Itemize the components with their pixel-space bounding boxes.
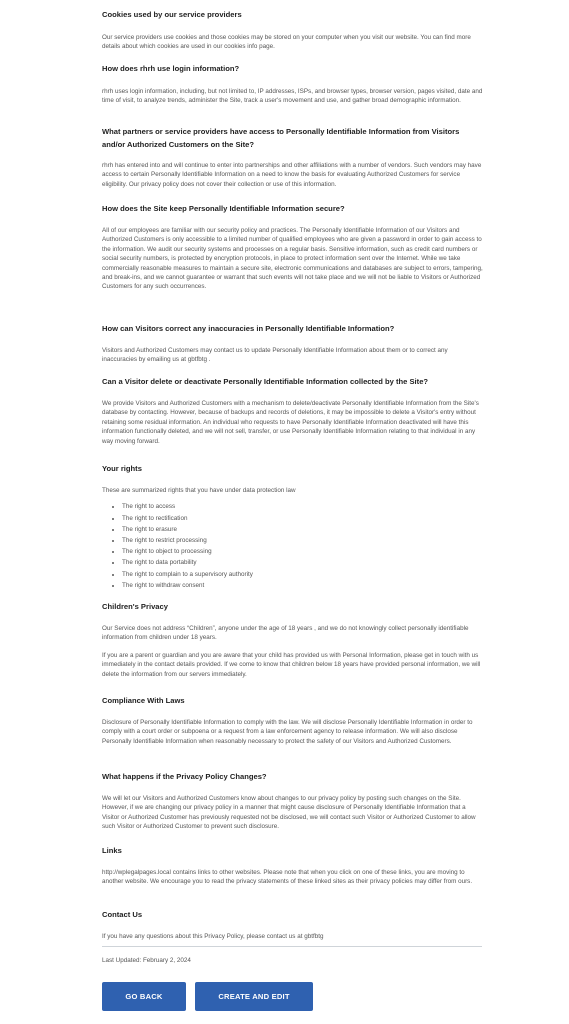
last-updated-text: Last Updated: February 2, 2024: [102, 957, 191, 964]
section-delete-deactivate: [102, 377, 484, 446]
list-item: • The right to data portability: [122, 557, 484, 568]
section-paragraph: Our Service does not address “Children”, anyone under the age of 18 years , and we do not knowingly collect personally identifiable information from children under 18 years.: [102, 625, 469, 642]
section-paragraph: We provide Visitors and Authorized Customers with a mechanism to delete/deactivate Personally Identifiable Information from the Site's database by contacting. However, because of backups and records of deletions, it may be impossible to delete a Visitor's entry without retaining some residual information. An individual who requests to have Personally Identifiable Information deactivated will have this information functionally deleted, and we will not sell, transfer, or use Personally Identifiable Information relating to that individual in any way moving forward.: [102, 400, 479, 445]
section-heading: How does the Site keep Personally Identifiable Information secure?: [102, 204, 345, 213]
section-your-rights: [102, 464, 484, 591]
section-heading: Contact Us: [102, 910, 143, 919]
section-heading: Children's Privacy: [102, 602, 168, 611]
list-item: • The right to restrict processing: [122, 535, 484, 546]
section-childrens-privacy: [102, 602, 484, 679]
section-heading: Can a Visitor delete or deactivate Personally Identifiable Information collected by the Site?: [102, 377, 429, 386]
section-security: [102, 204, 484, 292]
section-heading: What partners or service providers have access to Personally Identifiable Information from Visitors and/or Authorized Customers on the Site?: [102, 127, 460, 149]
list-item: • The right to erasure: [122, 524, 484, 535]
section-paragraph: If you are a parent or guardian and you are aware that your child has provided us with Personal Information, please get in touch with us immediately in the contact details provided. If we come to know that children below 18 years have provided personal information, we will delete the information from our servers immediately.: [102, 651, 481, 678]
list-item: • The right to object to processing: [122, 546, 484, 557]
section-policy-changes: [102, 772, 484, 832]
section-paragraph: If you have any questions about this Privacy Policy, please contact us at gbtfbtg: [102, 933, 324, 940]
section-heading: Cookies used by our service providers: [102, 10, 242, 19]
create-and-edit-button[interactable]: CREATE AND EDIT: [195, 982, 313, 1011]
section-partners-access: [102, 126, 484, 189]
section-paragraph: Disclosure of Personally Identifiable Information to comply with the law. We will disclose Personally Identifiable Information in order to comply with a court order or subpoena or a request from a law enforcement agency to release information. We will also disclose Personally Identifiable Information when reasonably necessary to protect the safety of our Visitors and Authorized Customers.: [102, 719, 473, 745]
section-cookies-providers: [102, 10, 484, 52]
list-item: • The right to rectification: [122, 513, 484, 524]
footer-divider: [102, 946, 482, 947]
section-heading: How does rhrh use login information?: [102, 64, 240, 73]
section-paragraph: All of our employees are familiar with our security policy and practices. The Personally Identifiable Information of our Visitors and Authorized Customers is only accessible to a limited number of qualified employees who are given a password in order to gain access to the information. We audit our security systems and processes on a regular basis. Sensitive information, such as credit card numbers or social security numbers, is protected by encryption protocols, in place to protect information sent over the Internet. While we take commercially reasonable measures to maintain a secure site, electronic communications and databases are subject to errors, tampering, and break-ins, and we cannot guarantee or warrant that such events will not take place and we will not be liable to Visitors or Authorized Customers for any such occurrences.: [102, 227, 483, 291]
list-item: • The right to access: [122, 501, 484, 512]
section-paragraph: Visitors and Authorized Customers may contact us to update Personally Identifiable Information about them or to correct any inaccuracies by emailing us at gbtfbtg .: [102, 347, 448, 364]
section-heading: What happens if the Privacy Policy Changes?: [102, 772, 267, 781]
section-paragraph: rhrh uses login information, including, but not limited to, IP addresses, ISPs, and browser types, browser version, pages visited, date and time of visit, to analyze trends, administer the Site, track a user's movement and use, and gather broad demographic information.: [102, 88, 483, 105]
section-compliance-laws: [102, 696, 484, 746]
list-item: • The right to complain to a supervisory authority: [122, 569, 484, 580]
section-heading: Your rights: [102, 464, 142, 473]
section-heading: Compliance With Laws: [102, 696, 185, 705]
section-contact-us: [102, 910, 484, 941]
section-paragraph: http://wplegalpages.local contains links to other websites. Please note that when you click on one of these links, you are moving to another website. We encourage you to read the privacy statements of these linked sites as their privacy policies may differ from ours.: [102, 869, 473, 886]
section-paragraph: Our service providers use cookies and those cookies may be stored on your computer when you visit our website. You can find more details about which cookies are used in our cookies info page.: [102, 34, 471, 51]
section-paragraph: We will let our Visitors and Authorized Customers know about changes to our privacy policy by posting such changes on the Site. However, if we are changing our privacy policy in a manner that might cause disclosure of Personally Identifiable Information that a Visitor or Authorized Customer has previously requested not be disclosed, we will contact such Visitor or Authorized Customer to allow such Visitor or Authorized Customer to prevent such disclosure.: [102, 795, 476, 831]
list-item: • The right to withdraw consent: [122, 580, 484, 591]
section-login-info: [102, 64, 484, 106]
rights-list: [102, 501, 484, 591]
section-correct-inaccuracies: [102, 324, 484, 365]
section-links: [102, 846, 484, 887]
section-paragraph: These are summarized rights that you have under data protection law: [102, 487, 296, 494]
go-back-button[interactable]: GO BACK: [102, 982, 186, 1011]
section-paragraph: rhrh has entered into and will continue to enter into partnerships and other affiliations with a number of vendors. Such vendors may have access to certain Personally Identifiable Information on a need to know the basis for evaluating Authorized Customers for service eligibility. Our privacy policy does not cover their collection or use of this information.: [102, 162, 482, 188]
section-heading: Links: [102, 846, 122, 855]
section-heading: How can Visitors correct any inaccuracies in Personally Identifiable Information?: [102, 324, 395, 333]
